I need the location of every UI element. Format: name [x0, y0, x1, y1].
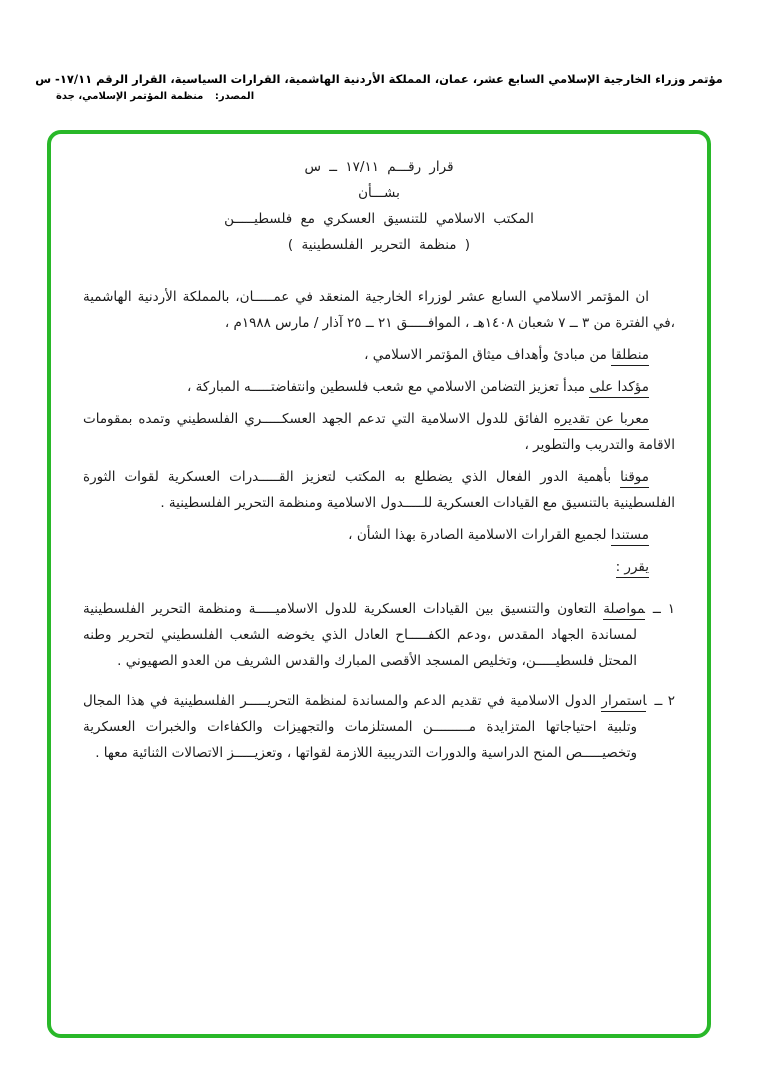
- decides-line: [83, 554, 675, 580]
- preamble-paragraph: [83, 284, 675, 336]
- resolution-subject-line: المكتب الاسلامي للتنسيق العسكري مع فلسطيـــــن: [224, 211, 534, 227]
- paragraph-text: الفائق للدول الاسلامية التي تدعم الجهد العسكـــــري الفلسطيني وتمده بمقومات الاقامة والتدريب والتطوير ،: [83, 411, 675, 453]
- paragraph-lead: موقنا: [620, 469, 649, 488]
- paragraph-text: ان المؤتمر الاسلامي السابع عشر لوزراء الخارجية المنعقد في عمـــــان، بالمملكة الأردنية الهاشمية ،في الفترة من ٣ ــ ٧ شعبان ١٤٠٨هـ ، الموافـــــق ٢١ ــ ٢٥ آذار / مارس ١٩٨٨م ،: [83, 289, 675, 331]
- item-lead: مواصلة: [603, 601, 645, 620]
- item-text: التعاون والتنسيق بين القيادات العسكرية للدول الاسلاميـــــة ومنظمة التحرير الفلسطينية لمساندة الجهاد المقدس ،ودعم الكفـــــاح العادل الذي يخوضه الشعب الفلسطيني لتحرير وطنه المحتل فلسطيـــــن، وتخليص المسجد الأقصى المبارك والقدس الشريف من العدو الصهيوني .: [83, 601, 637, 669]
- resolution-subject-label: بشـــأن: [358, 185, 400, 201]
- decision-list: [83, 596, 675, 766]
- paragraph-lead: منطلقا: [611, 347, 649, 366]
- item-number: ٢ ــ: [654, 693, 676, 709]
- paragraph-text: بأهمية الدور الفعال الذي يضطلع به المكتب لتعزيز القـــــدرات العسكرية لقوات الثورة الفلسطينية بالتنسيق مع القيادات العسكرية للـــــدول الاسلامية ومنظمة التحرير الفلسطينية .: [83, 469, 675, 511]
- header-title: مؤتمر وزراء الخارجية الإسلامي السابع عشر، عمان، المملكة الأردنية الهاشمية، القرارات السياسية، القرار الرقم ١٧/١١- س: [35, 72, 723, 86]
- header-source: [0, 91, 758, 102]
- resolution-number-line: قرار رقـــم ١٧/١١ ــ س: [304, 159, 454, 175]
- source-label: المصدر:: [214, 91, 255, 102]
- paragraph-lead: مستندا: [611, 527, 649, 546]
- decision-item: [83, 688, 675, 766]
- paragraph-lead: يقرر :: [616, 559, 649, 578]
- resolution-border-box: [47, 130, 711, 1038]
- decision-item: [83, 596, 675, 674]
- resolution-title-block: [83, 154, 675, 258]
- document-header: [0, 0, 758, 102]
- paragraph-text: مبدأ تعزيز التضامن الاسلامي مع شعب فلسطين وانتفاضتـــــه المباركة ،: [187, 379, 590, 395]
- paragraph-text: لجميع القرارات الاسلامية الصادرة بهذا الشأن ،: [348, 527, 611, 543]
- paragraph-lead: مؤكدا على: [589, 379, 649, 398]
- preamble-paragraph: [83, 374, 675, 400]
- resolution-subject-parenthetical: ( منظمة التحرير الفلسطينية ): [287, 237, 471, 253]
- item-lead: استمرار: [601, 693, 646, 712]
- preamble-paragraph: [83, 342, 675, 368]
- item-text: الدول الاسلامية في تقديم الدعم والمساندة لمنظمة التحريـــــر الفلسطينية في هذا المجال وتلبية احتياجاتها المتزايدة مـــــــــن المستلزمات والتجهيزات والكفاءات والخبرات العسكرية وتخصيـــــص المنح الدراسية والدورات التدريبية اللازمة لقواتها ، وتعزيـــــز الاتصالات الثنائية معها .: [83, 693, 637, 761]
- resolution-body: [83, 154, 675, 766]
- source-value: منظمة المؤتمر الإسلامي، جدة: [56, 91, 204, 102]
- paragraph-lead: معربا عن تقديره: [554, 411, 649, 430]
- preamble-paragraph: [83, 464, 675, 516]
- paragraph-text: من مبادئ وأهداف ميثاق المؤتمر الاسلامي ،: [364, 347, 612, 363]
- preamble-paragraph: [83, 406, 675, 458]
- item-number: ١ ــ: [652, 601, 676, 617]
- preamble-paragraph: [83, 522, 675, 548]
